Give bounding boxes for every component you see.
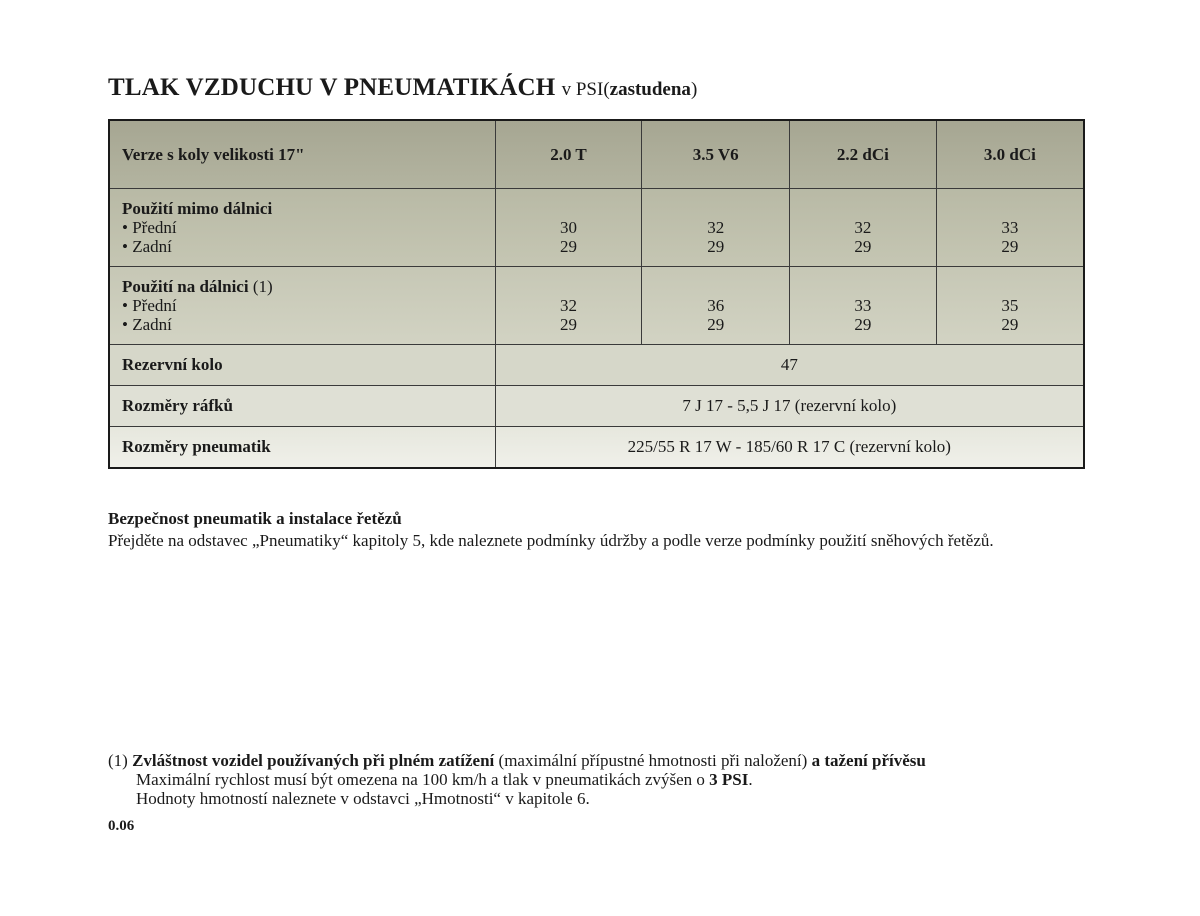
table-row-tyres [109,426,1084,468]
table-header-row [109,120,1084,188]
footnote-line2-a: Maximální rychlost musí být omezena na 100 km/h a tlak v pneumatikách zvýšen o [136,770,710,789]
front-value: 35 [1001,295,1019,315]
page-number: 0.06 [108,818,135,834]
tyre-pressure-table [108,119,1085,469]
rear-value: 29 [1001,314,1019,334]
title-paren-open: ( [603,79,610,100]
rims-value: 7 J 17 - 5,5 J 17 (rezervní kolo) [495,385,1084,426]
front-value: 32 [854,217,872,237]
front-value: 33 [1001,217,1019,237]
offhighway-label-cell [109,188,495,266]
rear-value: 29 [560,236,577,256]
tyres-label: Rozměry pneumatik [109,426,495,468]
highway-values [642,266,790,344]
rims-label: Rozměry ráfků [109,385,495,426]
offhighway-values [790,188,937,266]
safety-text: Přejděte na odstavec „Pneumatiky“ kapitoly 5, kde naleznete podmínky údržby a podle verze podmínky použití sněhových řetězů. [108,531,994,550]
header-version: 3.0 dCi [936,120,1084,188]
spare-value: 47 [495,344,1084,385]
rear-label: • Zadní [122,236,172,256]
footnote-bold-1: Zvláštnost vozidel používaných při plném zatížení [132,751,495,770]
offhighway-label: Použití mimo dálnici [122,198,273,218]
front-value: 33 [854,295,872,315]
front-value: 30 [560,217,577,237]
footnote-marker: (1) [108,751,133,770]
rear-value: 29 [707,236,725,256]
footnote [108,751,926,808]
footnote-bold-2: a tažení přívěsu [811,751,926,770]
front-label: • Přední [122,217,177,237]
offhighway-values [495,188,642,266]
rear-value: 29 [707,314,725,334]
highway-label: Použití na dálnici [122,276,249,296]
table-row-rims [109,385,1084,426]
header-version: 2.2 dCi [790,120,937,188]
rear-value: 29 [854,314,872,334]
footnote-text-1: (maximální přípustné hmotnosti při naložení) [494,751,812,770]
page-title [108,74,697,102]
title-unit: v PSI [561,79,604,100]
spare-label: Rezervní kolo [109,344,495,385]
footnote-line3: Hodnoty hmotností naleznete v odstavci „Hmotnosti“ v kapitole 6. [136,789,590,808]
title-condition: zastudena [609,79,691,100]
highway-values [495,266,642,344]
highway-values [936,266,1084,344]
footnote-line2-b: . [748,770,753,789]
rear-value: 29 [854,236,872,256]
rear-value: 29 [1001,236,1019,256]
offhighway-values [642,188,790,266]
safety-heading: Bezpečnost pneumatik a instalace řetězů [108,509,402,528]
header-version: 3.5 V6 [642,120,790,188]
highway-label-cell [109,266,495,344]
rear-label: • Zadní [122,314,172,334]
title-paren-close: ) [690,79,698,100]
table-row-offhighway [109,188,1084,266]
tyres-value: 225/55 R 17 W - 185/60 R 17 C (rezervní kolo) [495,426,1084,468]
front-value: 32 [707,217,725,237]
table-row-spare [109,344,1084,385]
footnote-line2-bold: 3 PSI [709,770,749,789]
highway-note-ref: (1) [248,276,273,296]
front-value: 36 [707,295,725,315]
table-row-highway [109,266,1084,344]
front-value: 32 [560,295,577,315]
front-label: • Přední [122,295,177,315]
offhighway-values [936,188,1084,266]
header-version: 2.0 T [495,120,642,188]
safety-section [108,508,994,552]
rear-value: 29 [560,314,577,334]
header-label: Verze s koly velikosti 17" [109,120,495,188]
highway-values [790,266,937,344]
title-main: TLAK VZDUCHU V PNEUMATIKÁCH [108,74,556,101]
